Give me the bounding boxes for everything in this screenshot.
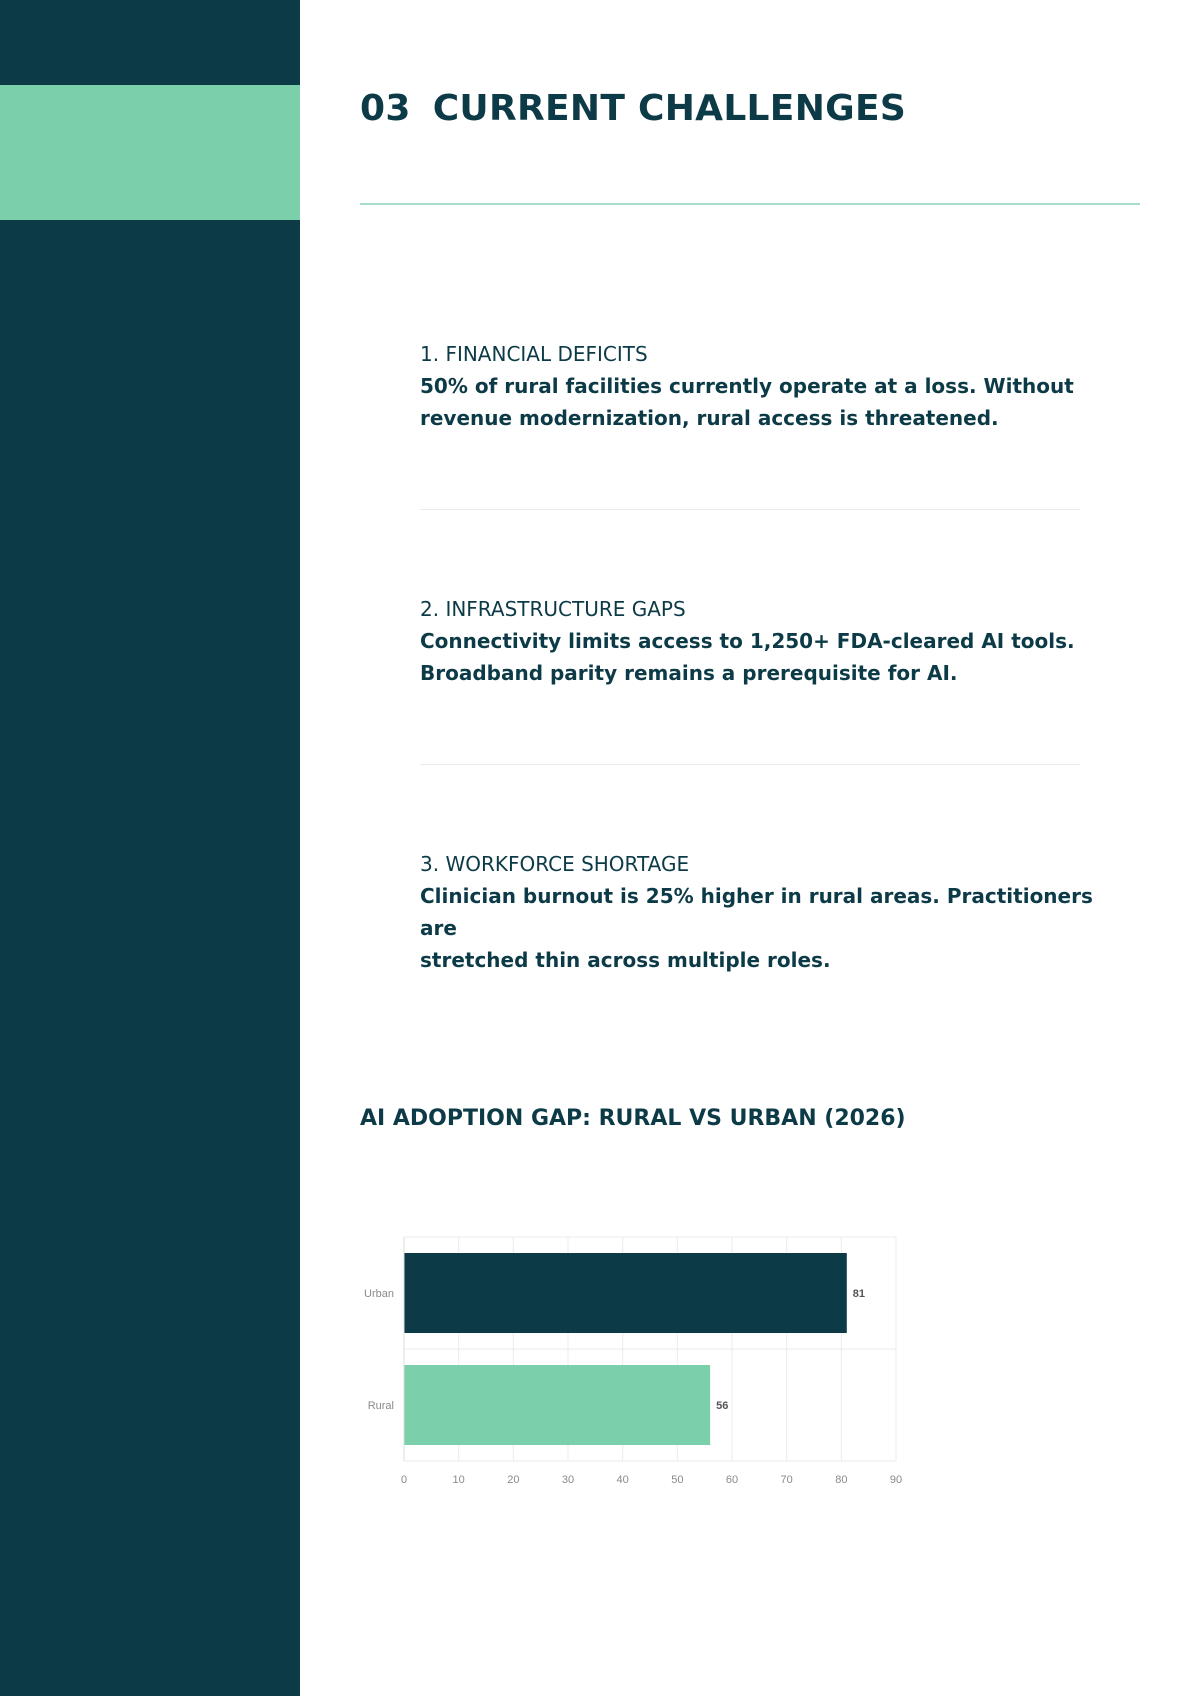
- adoption-bar-chart: [355, 1225, 915, 1500]
- challenge-description-line: stretched thin across multiple roles.: [420, 948, 831, 972]
- bar-rural: [404, 1365, 710, 1445]
- title-divider: [360, 203, 1140, 205]
- category-label: Urban: [364, 1288, 394, 1300]
- chart-canvas: [355, 1225, 915, 1495]
- x-tick-label: 30: [561, 1474, 575, 1486]
- challenge-item-infrastructure: [420, 593, 1100, 689]
- x-tick-label: 0: [400, 1474, 408, 1486]
- section-number: 03: [360, 88, 411, 129]
- x-tick-label: 40: [616, 1474, 629, 1486]
- challenge-item-financial: [420, 338, 1100, 434]
- x-tick-label: 60: [725, 1474, 739, 1486]
- x-tick-label: 10: [452, 1474, 465, 1486]
- challenge-divider: [420, 764, 1080, 765]
- sidebar-accent-band: [0, 85, 300, 220]
- challenge-description-line: Broadband parity remains a prerequisite for AI.: [420, 661, 958, 685]
- page-title: [360, 88, 906, 129]
- x-tick-label: 90: [889, 1474, 903, 1486]
- challenge-item-workforce: [420, 848, 1100, 976]
- challenge-title: 2. INFRASTRUCTURE GAPS: [420, 597, 686, 621]
- value-label: 56: [716, 1400, 729, 1412]
- x-tick-label: 80: [835, 1474, 848, 1486]
- challenge-title: 1. FINANCIAL DEFICITS: [420, 342, 648, 366]
- x-tick-label: 50: [671, 1474, 684, 1486]
- section-title: CURRENT CHALLENGES: [432, 88, 907, 129]
- category-label: Rural: [367, 1400, 394, 1412]
- challenge-description-line: Connectivity limits access to 1,250+ FDA-cleared AI tools.: [420, 629, 1075, 653]
- sidebar-panel: [0, 0, 300, 1696]
- x-tick-label: 70: [780, 1474, 793, 1486]
- value-label: 81: [852, 1288, 866, 1300]
- bar-urban: [404, 1253, 847, 1333]
- challenge-description-line: 50% of rural facilities currently operate at a loss. Without: [420, 374, 1074, 398]
- challenge-divider: [420, 509, 1080, 510]
- challenge-title: 3. WORKFORCE SHORTAGE: [420, 852, 690, 876]
- challenge-description-line: revenue modernization, rural access is threatened.: [420, 406, 999, 430]
- chart-title: AI ADOPTION GAP: RURAL VS URBAN (2026): [360, 1106, 906, 1131]
- x-tick-label: 20: [507, 1474, 520, 1486]
- challenge-description-line: Clinician burnout is 25% higher in rural areas. Practitioners are: [420, 884, 1093, 940]
